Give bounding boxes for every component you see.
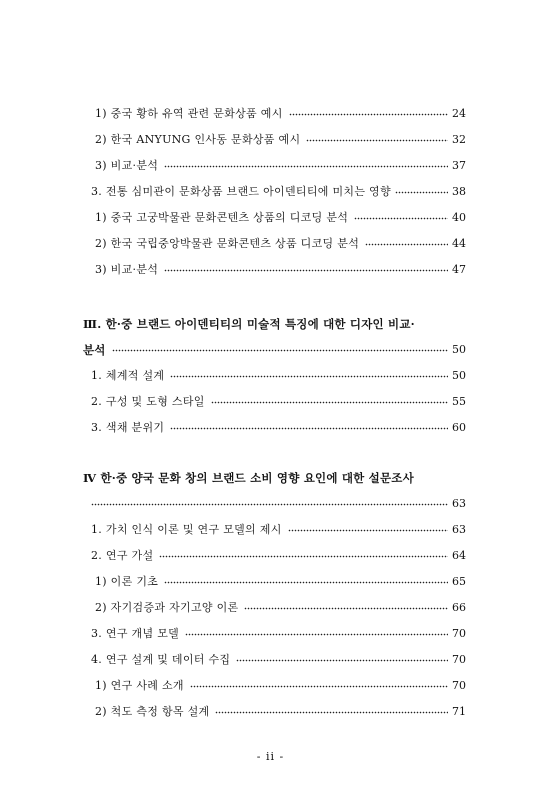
dot-leader [164,581,448,584]
toc-entry-page: 24 [452,107,466,120]
toc-entry-page: 70 [452,627,466,640]
toc-entry-label: 1) 연구 사례 소개 [95,679,184,692]
toc-entry-page: 70 [452,653,466,666]
toc-entry-label: 2) 한국 국립중앙박물관 문화콘텐츠 상품 디코딩 분석 [95,237,360,250]
toc-entry-label: 3. 연구 개념 모델 [91,627,180,640]
dot-leader [112,349,448,352]
dot-leader [185,633,448,636]
toc-entry [95,209,466,227]
dot-leader [211,401,448,404]
dot-leader [190,685,448,688]
toc-entry [95,105,466,123]
toc-entry-page: 63 [452,497,466,510]
toc-entry-label: 2) 척도 측정 항목 설계 [95,705,210,718]
toc-entry-page: 50 [452,343,466,356]
dot-leader [164,165,448,168]
toc-entry [91,547,466,565]
toc-entry-page: 37 [452,159,466,172]
toc-entry-label: 2. 연구 가설 [91,549,154,562]
toc-entry [95,157,466,175]
toc-entry-label: 분석 [83,343,106,357]
toc-entry-page: 50 [452,369,466,382]
toc-entry [95,235,466,253]
chapter-title-continued [83,341,466,359]
toc-entry [95,131,466,149]
dot-leader [236,659,448,662]
toc-entry-label: 3) 비교·분석 [95,159,159,172]
toc-entry-page: 60 [452,421,466,434]
toc-entry [91,393,466,411]
toc-entry-page: 66 [452,601,466,614]
toc-entry-page: 71 [452,705,466,718]
chapter-title: Ⅲ. 한·중 브랜드 아이덴티티의 미술적 특징에 대한 디자인 비교· [83,317,415,331]
toc-entry-page: 38 [452,185,466,198]
dot-leader [306,139,448,142]
toc-entry [95,261,466,279]
dot-leader [289,113,448,116]
toc-entry-page: 55 [452,395,466,408]
toc-entry-page: 70 [452,679,466,692]
toc-entry-label: 1) 중국 고궁박물관 문화콘텐츠 상품의 디코딩 분석 [95,211,349,224]
toc-entry [91,183,466,201]
toc-entry-label: 1) 중국 황하 유역 관련 문화상품 예시 [95,107,283,120]
dot-leader [288,529,448,532]
toc-entry-label: 1. 체계적 설계 [91,369,165,382]
toc-entry [95,573,466,591]
toc-entry [91,651,466,669]
dot-leader [170,427,448,430]
toc-entry [95,599,466,617]
dot-leader [215,711,448,714]
toc-entry-label: 3) 비교·분석 [95,263,159,276]
toc-entry-label: 1) 이론 기초 [95,575,159,588]
dot-leader [395,191,448,194]
toc-entry-label: 2) 한국 ANYUNG 인사동 문화상품 예시 [95,133,301,146]
dot-leader [164,269,448,272]
page-number-footer: - ii - [256,750,285,763]
toc-entry-page: 32 [452,133,466,146]
toc-entry-page: 47 [452,263,466,276]
toc-entry [91,419,466,437]
dot-leader [159,555,448,558]
toc-entry-label: 1. 가치 인식 이론 및 연구 모델의 제시 [91,523,282,536]
chapter-title-continued [91,495,466,513]
toc-entry-page: 44 [452,237,466,250]
toc-entry [95,677,466,695]
toc-entry-label: 4. 연구 설계 및 데이터 수집 [91,653,231,666]
toc-entry [91,521,466,539]
toc-entry-label: 3. 색채 분위기 [91,421,165,434]
toc-entry-page: 63 [452,523,466,536]
dot-leader [244,607,448,610]
toc-entry-page: 64 [452,549,466,562]
toc-entry [95,703,466,721]
dot-leader [170,375,448,378]
toc-entry-page: 40 [452,211,466,224]
dot-leader [354,217,448,220]
toc-entry [91,367,466,385]
toc-entry-page: 65 [452,575,466,588]
toc-entry-label: 2) 자기검증과 자기고양 이론 [95,601,239,614]
toc-entry-label: 3. 전통 심미관이 문화상품 브랜드 아이덴티티에 미치는 영향 [91,185,391,198]
dot-leader [365,243,448,246]
chapter-title: Ⅳ 한·중 양국 문화 창의 브랜드 소비 영향 요인에 대한 설문조사 [83,471,414,485]
toc-entry-label: 2. 구성 및 도형 스타일 [91,395,205,408]
dot-leader [91,503,448,506]
toc-entry [91,625,466,643]
